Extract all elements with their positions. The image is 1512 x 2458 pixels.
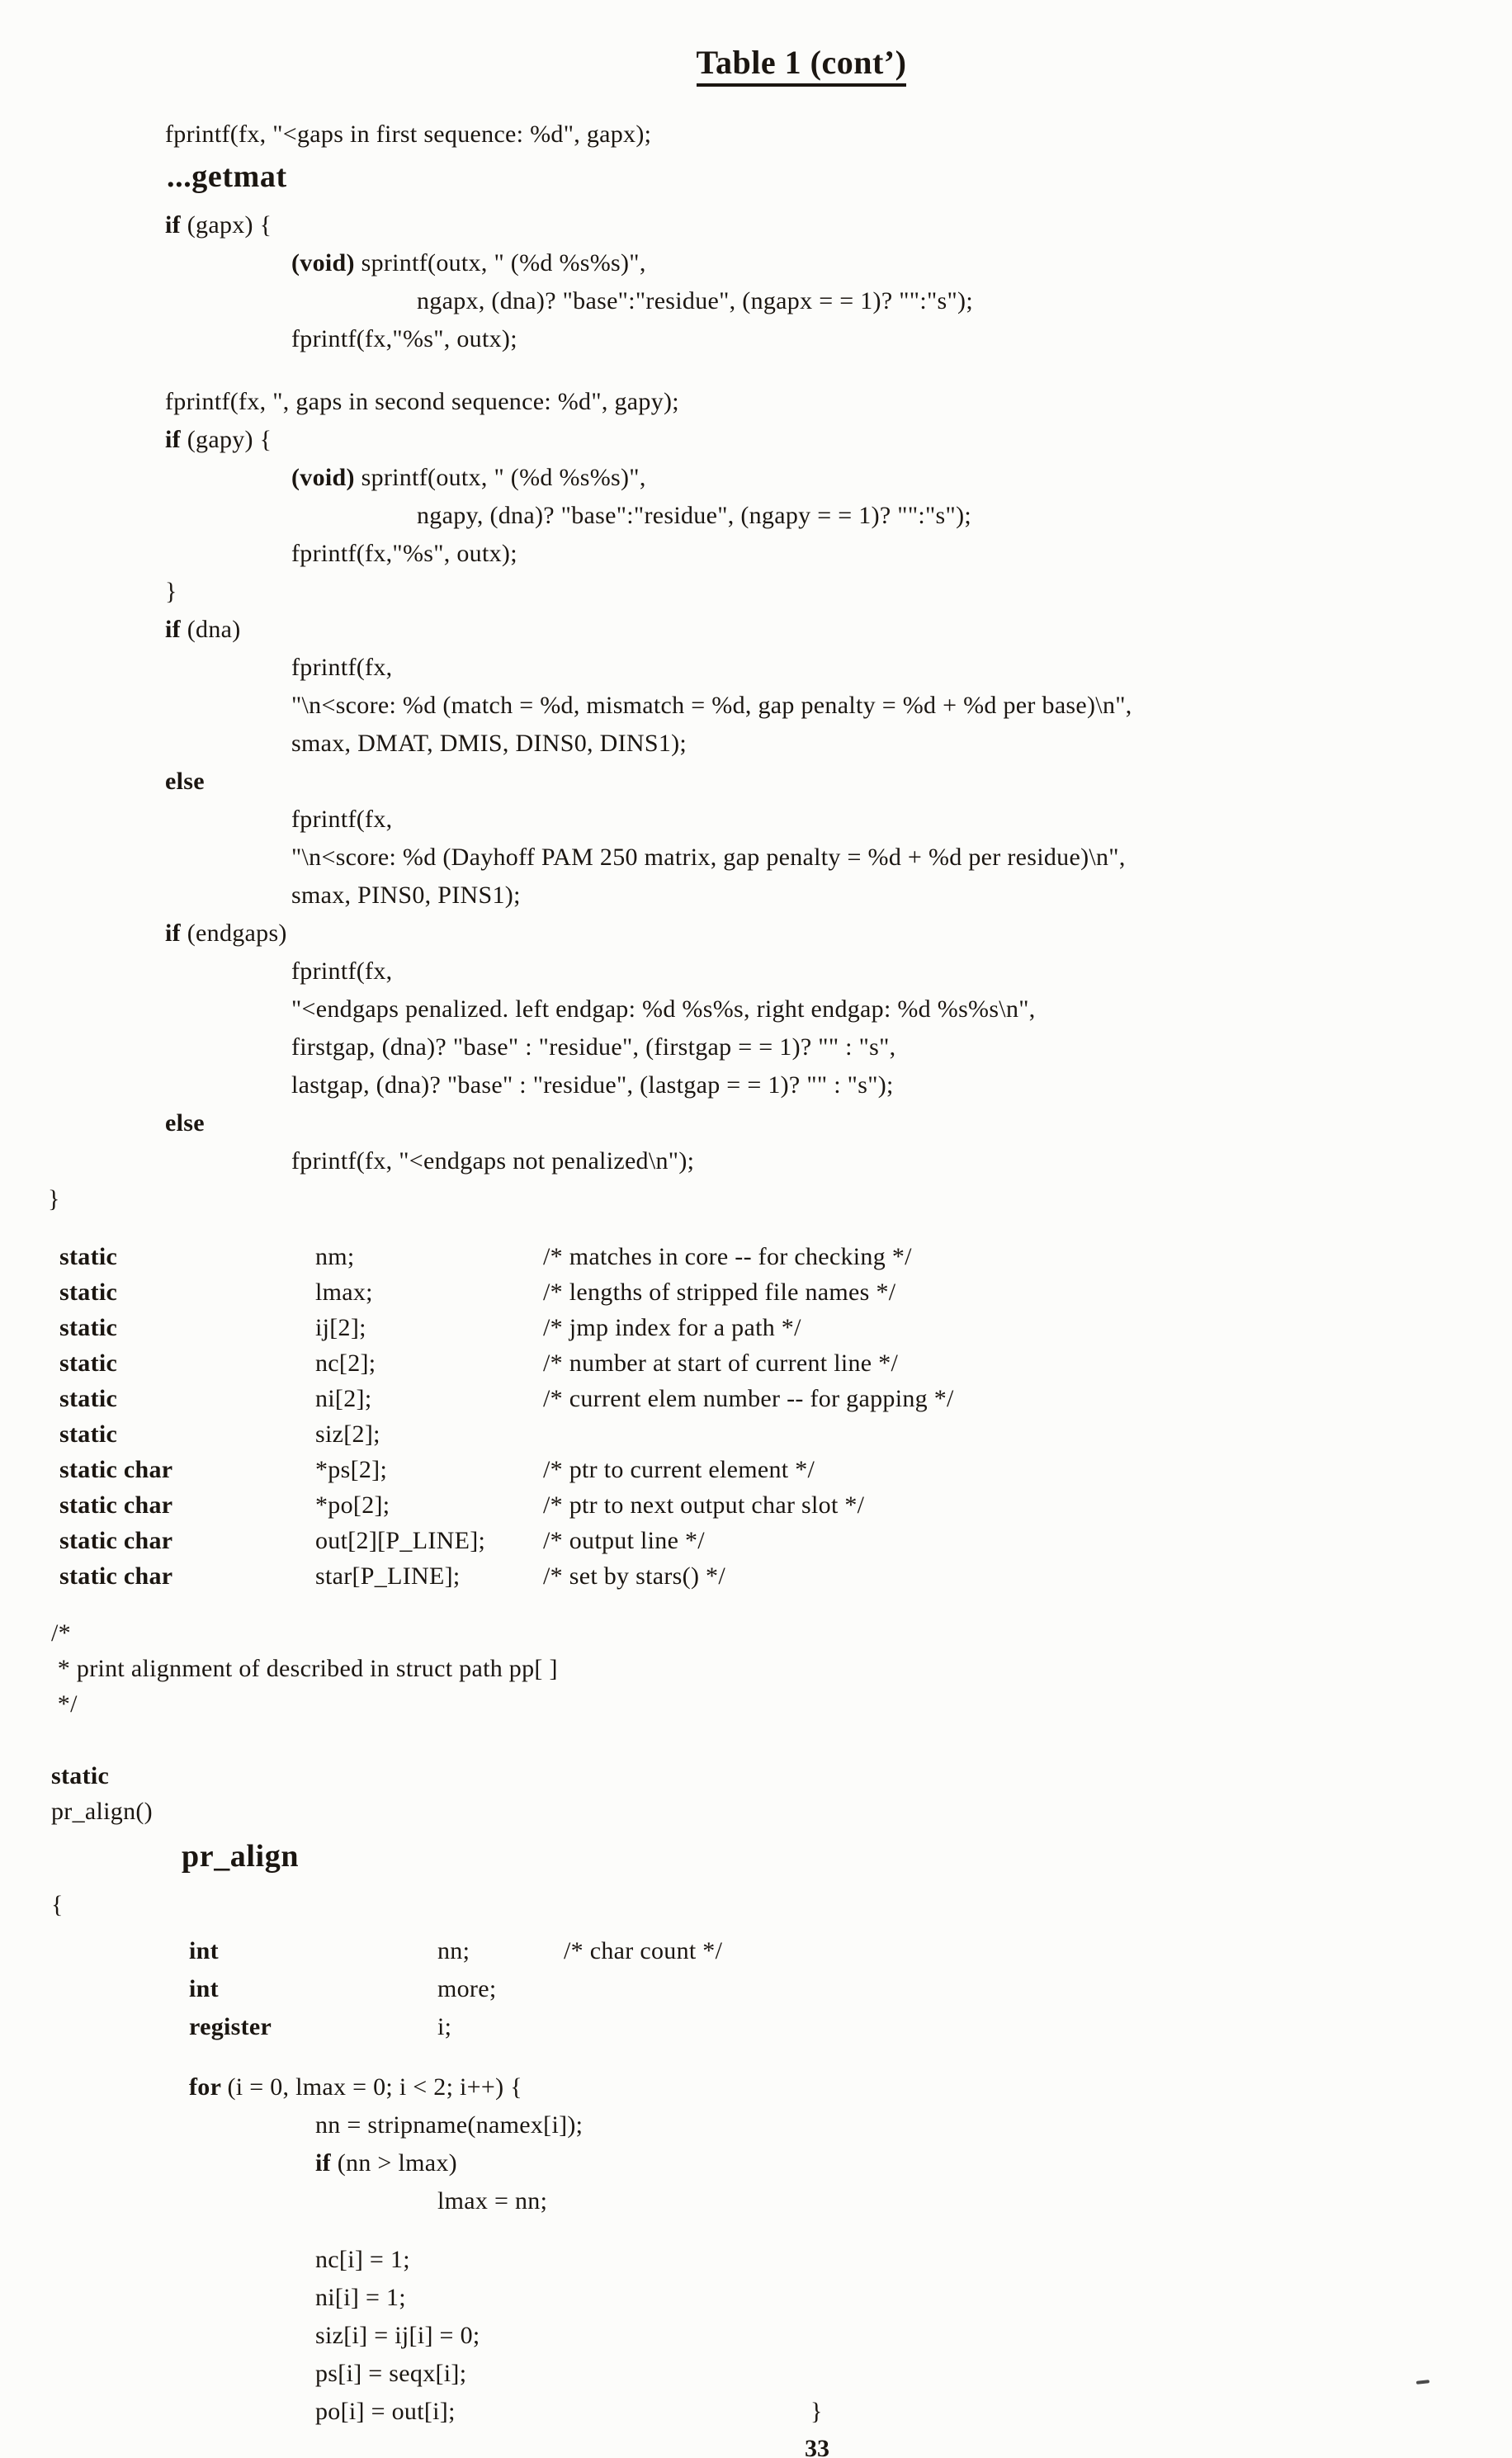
code-line — [0, 2284, 1512, 2322]
code-text: lmax; — [315, 1279, 373, 1306]
code-text: */ — [51, 1690, 78, 1718]
code-text: (void) sprintf(outx, " (%d %s%s)", — [291, 464, 646, 491]
code-text: } — [48, 1185, 60, 1212]
code-text: pr_align — [182, 1839, 300, 1874]
code-text: if (endgaps) — [165, 919, 287, 947]
code-text: nc[2]; — [315, 1350, 376, 1377]
code-text: static char — [59, 1562, 173, 1590]
code-text: /* ptr to next output char slot */ — [543, 1491, 865, 1519]
code-text: if (dna) — [165, 616, 241, 643]
code-line — [0, 1527, 1512, 1562]
code-line — [0, 211, 1512, 249]
code-line — [0, 1838, 1512, 1891]
code-line — [0, 692, 1512, 730]
code-line — [0, 464, 1512, 502]
code-text: star[P_LINE]; — [315, 1562, 461, 1590]
code-text: /* — [51, 1619, 71, 1647]
code-line — [0, 957, 1512, 995]
code-text: register — [189, 2013, 272, 2040]
code-line — [0, 1109, 1512, 1147]
code-listing — [0, 121, 1512, 2436]
code-text: if (gapx) { — [165, 211, 272, 239]
code-line — [0, 882, 1512, 919]
code-line — [0, 1420, 1512, 1456]
code-text: /* set by stars() */ — [543, 1562, 725, 1590]
code-line — [0, 1456, 1512, 1491]
code-line — [0, 2013, 1512, 2051]
code-line — [0, 1385, 1512, 1420]
code-text: /* current elem number -- for gapping */ — [543, 1385, 954, 1412]
code-line — [0, 616, 1512, 654]
code-line — [0, 730, 1512, 768]
code-line — [0, 2111, 1512, 2149]
code-text: static — [51, 1762, 110, 1789]
code-text: more; — [437, 1975, 497, 2002]
code-text: "<endgaps penalized. left endgap: %d %s%s, right endgap: %d %s%s\n", — [291, 995, 1036, 1023]
code-text: } — [165, 578, 177, 605]
code-line — [0, 1937, 1512, 1975]
code-text: ni[i] = 1; — [315, 2284, 406, 2311]
code-line — [0, 2073, 1512, 2111]
code-text: fprintf(fx, "<endgaps not penalized\n"); — [291, 1147, 695, 1175]
code-line — [0, 1975, 1512, 2013]
code-text: "\n<score: %d (Dayhoff PAM 250 matrix, gap penalty = %d + %d per residue)\n", — [291, 844, 1126, 871]
code-text: pr_align() — [51, 1798, 153, 1825]
code-line — [0, 1891, 1512, 1929]
code-line — [0, 158, 1512, 211]
code-line — [0, 1279, 1512, 1314]
code-line — [0, 1350, 1512, 1385]
code-text: static — [59, 1350, 118, 1377]
code-text: ngapx, (dna)? "base":"residue", (ngapx = = 1)? "":"s"); — [417, 287, 973, 314]
code-line — [0, 768, 1512, 806]
code-text: static — [59, 1243, 118, 1270]
code-text: /* matches in core -- for checking */ — [543, 1243, 912, 1270]
code-line — [0, 654, 1512, 692]
code-text: lastgap, (dna)? "base" : "residue", (lastgap = = 1)? "" : "s"); — [291, 1071, 894, 1099]
code-text: fprintf(fx, — [291, 806, 393, 833]
code-text: /* number at start of current line */ — [543, 1350, 899, 1377]
code-text: fprintf(fx,"%s", outx); — [291, 325, 517, 352]
code-text: /* char count */ — [564, 1937, 723, 1964]
code-line — [0, 2149, 1512, 2187]
code-line — [0, 806, 1512, 844]
code-line — [0, 2322, 1512, 2360]
code-text: nn = stripname(namex[i]); — [315, 2111, 584, 2139]
code-text: smax, DMAT, DMIS, DINS0, DINS1); — [291, 730, 687, 757]
code-text: ps[i] = seqx[i]; — [315, 2360, 467, 2387]
code-text: "\n<score: %d (match = %d, mismatch = %d, gap penalty = %d + %d per base)\n", — [291, 692, 1132, 719]
code-text: fprintf(fx,"%s", outx); — [291, 540, 517, 567]
code-line — [0, 919, 1512, 957]
code-line — [0, 1798, 1512, 1833]
code-text: if (gapy) { — [165, 426, 272, 453]
code-text: nc[i] = 1; — [315, 2246, 410, 2273]
code-line — [0, 287, 1512, 325]
code-text: ngapy, (dna)? "base":"residue", (ngapy = = 1)? "":"s"); — [417, 502, 972, 529]
code-text: nm; — [315, 1243, 355, 1270]
code-text: fprintf(fx, ", gaps in second sequence: %d", gapy); — [165, 388, 679, 415]
code-text: ij[2]; — [315, 1314, 366, 1341]
code-text: out[2][P_LINE]; — [315, 1527, 486, 1554]
code-text: static char — [59, 1456, 173, 1483]
code-text: /* ptr to current element */ — [543, 1456, 815, 1483]
code-text: static — [59, 1314, 118, 1341]
code-text: siz[i] = ij[i] = 0; — [315, 2322, 480, 2349]
code-line — [0, 121, 1512, 158]
document-header — [0, 43, 1512, 82]
code-line — [0, 325, 1512, 363]
code-line — [0, 1071, 1512, 1109]
code-line — [0, 1619, 1512, 1655]
code-text: fprintf(fx, — [291, 654, 393, 681]
code-text: int — [189, 1975, 219, 2002]
code-text: *po[2]; — [315, 1491, 390, 1519]
code-line — [0, 1147, 1512, 1185]
code-line — [0, 2246, 1512, 2284]
code-line — [0, 1185, 1512, 1223]
page-title: Table 1 (cont’) — [697, 44, 907, 87]
code-line — [0, 1655, 1512, 1690]
code-text: static — [59, 1420, 118, 1448]
code-text: fprintf(fx, "<gaps in first sequence: %d", gapx); — [165, 121, 652, 148]
code-text: *ps[2]; — [315, 1456, 388, 1483]
code-text: /* jmp index for a path */ — [543, 1314, 801, 1341]
code-line — [0, 249, 1512, 287]
code-text: i; — [437, 2013, 452, 2040]
code-line — [0, 2398, 1512, 2436]
code-line — [0, 1562, 1512, 1598]
code-line — [0, 1762, 1512, 1798]
code-line — [0, 540, 1512, 578]
code-text: firstgap, (dna)? "base" : "residue", (firstgap = = 1)? "" : "s", — [291, 1033, 896, 1061]
code-line — [0, 388, 1512, 426]
code-text: static char — [59, 1491, 173, 1519]
code-text: for (i = 0, lmax = 0; i < 2; i++) { — [189, 2073, 522, 2101]
code-text: else — [165, 1109, 205, 1137]
code-line — [0, 1491, 1512, 1527]
code-text: int — [189, 1937, 219, 1964]
code-text: nn; — [437, 1937, 470, 1964]
code-line — [0, 1243, 1512, 1279]
code-text: ...getmat — [167, 159, 287, 194]
code-text: /* lengths of stripped file names */ — [543, 1279, 896, 1306]
code-text: fprintf(fx, — [291, 957, 393, 985]
code-text: { — [51, 1891, 64, 1918]
code-text: static — [59, 1385, 118, 1412]
code-line — [0, 1033, 1512, 1071]
code-line — [0, 995, 1512, 1033]
code-line — [0, 578, 1512, 616]
code-text: po[i] = out[i]; — [315, 2398, 456, 2425]
code-text: (void) sprintf(outx, " (%d %s%s)", — [291, 249, 646, 277]
code-text: static char — [59, 1527, 173, 1554]
code-line — [0, 1314, 1512, 1350]
code-text: siz[2]; — [315, 1420, 380, 1448]
code-line — [0, 426, 1512, 464]
code-text: /* output line */ — [543, 1527, 705, 1554]
code-text: * print alignment of described in struct path pp[ ] — [51, 1655, 558, 1682]
page-number: 33 — [805, 2435, 829, 2458]
code-line — [0, 2187, 1512, 2225]
code-line — [0, 502, 1512, 540]
code-text: ni[2]; — [315, 1385, 372, 1412]
code-line — [0, 1690, 1512, 1726]
code-text: smax, PINS0, PINS1); — [291, 882, 521, 909]
code-text: static — [59, 1279, 118, 1306]
code-line — [0, 2360, 1512, 2398]
code-text: lmax = nn; — [437, 2187, 548, 2215]
code-text: } — [810, 2398, 823, 2425]
code-text: if (nn > lmax) — [315, 2149, 457, 2177]
code-text: else — [165, 768, 205, 795]
code-line — [0, 844, 1512, 882]
